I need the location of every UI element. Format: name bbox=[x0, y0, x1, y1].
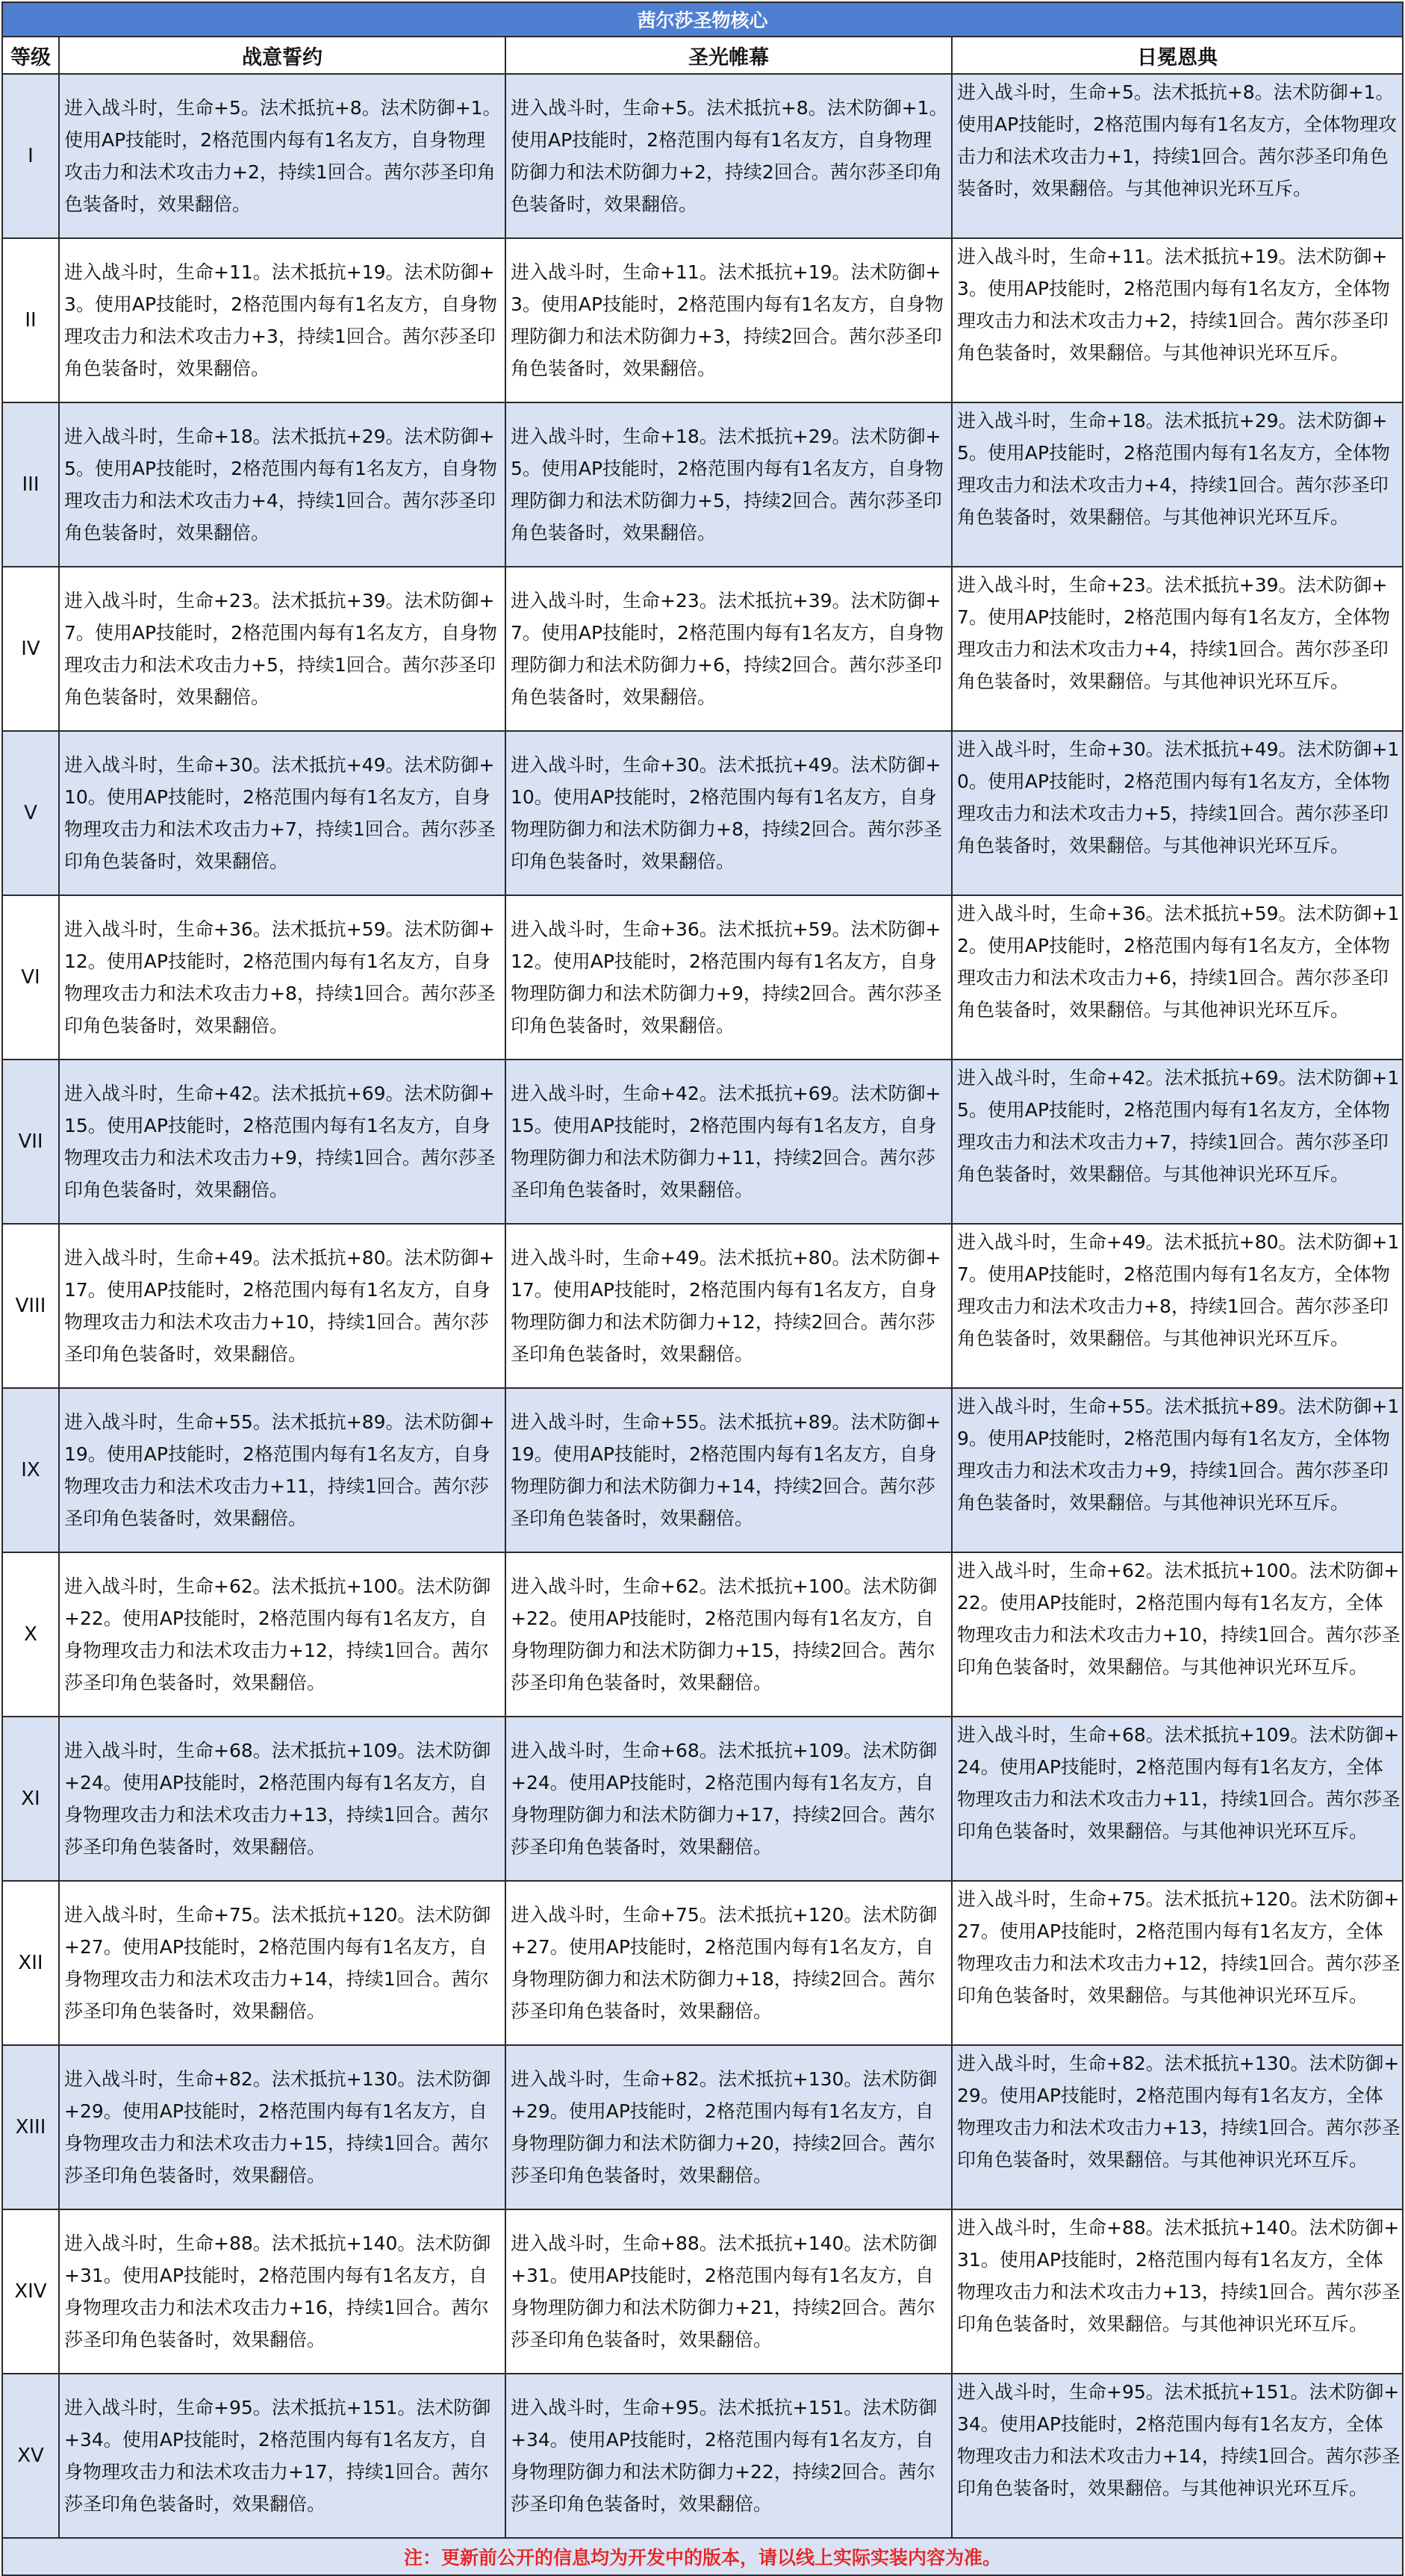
corona-grace-cell: 进入战斗时，生命+42。法术抵抗+69。法术防御+15。使用AP技能时，2格范围内每有1名友方，全体物理攻击力和法术攻击力+7，持续1回合。茜尔莎圣印角色装备时，效果翻倍。与其他神识光环互斥。 bbox=[952, 1060, 1403, 1224]
holy-light-curtain-cell: 进入战斗时，生命+23。法术抵抗+39。法术防御+7。使用AP技能时，2格范围内每有1名友方，自身物理防御力和法术防御力+6，持续2回合。茜尔莎圣印角色装备时，效果翻倍。 bbox=[505, 567, 952, 731]
table-row bbox=[2, 2209, 1403, 2374]
battle-oath-cell: 进入战斗时，生命+62。法术抵抗+100。法术防御+22。使用AP技能时，2格范围内每有1名友方，自身物理攻击力和法术攻击力+12，持续1回合。茜尔莎圣印角色装备时，效果翻倍。 bbox=[59, 1552, 505, 1717]
table-row bbox=[2, 1881, 1403, 2045]
holy-light-curtain-cell: 进入战斗时，生命+18。法术抵抗+29。法术防御+5。使用AP技能时，2格范围内每有1名友方，自身物理防御力和法术防御力+5，持续2回合。茜尔莎圣印角色装备时，效果翻倍。 bbox=[505, 402, 952, 567]
level-cell: I bbox=[2, 74, 59, 238]
table-row bbox=[2, 1552, 1403, 1717]
table-row bbox=[2, 1388, 1403, 1552]
header-holy-light-curtain: 圣光帷幕 bbox=[505, 37, 952, 74]
table-row bbox=[2, 238, 1403, 402]
level-cell: XIV bbox=[2, 2209, 59, 2374]
battle-oath-cell: 进入战斗时，生命+42。法术抵抗+69。法术防御+15。使用AP技能时，2格范围内每有1名友方，自身物理攻击力和法术攻击力+9，持续1回合。茜尔莎圣印角色装备时，效果翻倍。 bbox=[59, 1060, 505, 1224]
holy-light-curtain-cell: 进入战斗时，生命+5。法术抵抗+8。法术防御+1。使用AP技能时，2格范围内每有1名友方，自身物理防御力和法术防御力+2，持续2回合。茜尔莎圣印角色装备时，效果翻倍。 bbox=[505, 74, 952, 238]
relic-core-table-wrapper bbox=[1, 1, 1402, 2576]
holy-light-curtain-cell: 进入战斗时，生命+36。法术抵抗+59。法术防御+12。使用AP技能时，2格范围内每有1名友方，自身物理防御力和法术防御力+9，持续2回合。茜尔莎圣印角色装备时，效果翻倍。 bbox=[505, 895, 952, 1060]
corona-grace-cell: 进入战斗时，生命+49。法术抵抗+80。法术防御+17。使用AP技能时，2格范围内每有1名友方，全体物理攻击力和法术攻击力+8，持续1回合。茜尔莎圣印角色装备时，效果翻倍。与其他神识光环互斥。 bbox=[952, 1224, 1403, 1388]
battle-oath-cell: 进入战斗时，生命+82。法术抵抗+130。法术防御+29。使用AP技能时，2格范围内每有1名友方，自身物理攻击力和法术攻击力+15，持续1回合。茜尔莎圣印角色装备时，效果翻倍。 bbox=[59, 2045, 505, 2209]
holy-light-curtain-cell: 进入战斗时，生命+75。法术抵抗+120。法术防御+27。使用AP技能时，2格范围内每有1名友方，自身物理防御力和法术防御力+18，持续2回合。茜尔莎圣印角色装备时，效果翻倍。 bbox=[505, 1881, 952, 2045]
battle-oath-cell: 进入战斗时，生命+88。法术抵抗+140。法术防御+31。使用AP技能时，2格范围内每有1名友方，自身物理攻击力和法术攻击力+16，持续1回合。茜尔莎圣印角色装备时，效果翻倍。 bbox=[59, 2209, 505, 2374]
battle-oath-cell: 进入战斗时，生命+75。法术抵抗+120。法术防御+27。使用AP技能时，2格范围内每有1名友方，自身物理攻击力和法术攻击力+14，持续1回合。茜尔莎圣印角色装备时，效果翻倍。 bbox=[59, 1881, 505, 2045]
corona-grace-cell: 进入战斗时，生命+11。法术抵抗+19。法术防御+3。使用AP技能时，2格范围内每有1名友方，全体物理攻击力和法术攻击力+2，持续1回合。茜尔莎圣印角色装备时，效果翻倍。与其他神识光环互斥。 bbox=[952, 238, 1403, 402]
table-row bbox=[2, 74, 1403, 238]
corona-grace-cell: 进入战斗时，生命+18。法术抵抗+29。法术防御+5。使用AP技能时，2格范围内每有1名友方，全体物理攻击力和法术攻击力+4，持续1回合。茜尔莎圣印角色装备时，效果翻倍。与其他神识光环互斥。 bbox=[952, 402, 1403, 567]
level-cell: X bbox=[2, 1552, 59, 1717]
holy-light-curtain-cell: 进入战斗时，生命+88。法术抵抗+140。法术防御+31。使用AP技能时，2格范围内每有1名友方，自身物理防御力和法术防御力+21，持续2回合。茜尔莎圣印角色装备时，效果翻倍。 bbox=[505, 2209, 952, 2374]
holy-light-curtain-cell: 进入战斗时，生命+30。法术抵抗+49。法术防御+10。使用AP技能时，2格范围内每有1名友方，自身物理防御力和法术防御力+8，持续2回合。茜尔莎圣印角色装备时，效果翻倍。 bbox=[505, 731, 952, 895]
battle-oath-cell: 进入战斗时，生命+36。法术抵抗+59。法术防御+12。使用AP技能时，2格范围内每有1名友方，自身物理攻击力和法术攻击力+8，持续1回合。茜尔莎圣印角色装备时，效果翻倍。 bbox=[59, 895, 505, 1060]
holy-light-curtain-cell: 进入战斗时，生命+49。法术抵抗+80。法术防御+17。使用AP技能时，2格范围内每有1名友方，自身物理防御力和法术防御力+12，持续2回合。茜尔莎圣印角色装备时，效果翻倍。 bbox=[505, 1224, 952, 1388]
level-cell: XI bbox=[2, 1717, 59, 1881]
holy-light-curtain-cell: 进入战斗时，生命+68。法术抵抗+109。法术防御+24。使用AP技能时，2格范围内每有1名友方，自身物理防御力和法术防御力+17，持续2回合。茜尔莎圣印角色装备时，效果翻倍。 bbox=[505, 1717, 952, 1881]
table-row bbox=[2, 402, 1403, 567]
battle-oath-cell: 进入战斗时，生命+5。法术抵抗+8。法术防御+1。使用AP技能时，2格范围内每有1名友方，自身物理攻击力和法术攻击力+2，持续1回合。茜尔莎圣印角色装备时，效果翻倍。 bbox=[59, 74, 505, 238]
disclaimer-note: 注：更新前公开的信息均为开发中的版本，请以线上实际实装内容为准。 bbox=[2, 2538, 1403, 2575]
battle-oath-cell: 进入战斗时，生命+11。法术抵抗+19。法术防御+3。使用AP技能时，2格范围内每有1名友方，自身物理攻击力和法术攻击力+3，持续1回合。茜尔莎圣印角色装备时，效果翻倍。 bbox=[59, 238, 505, 402]
holy-light-curtain-cell: 进入战斗时，生命+11。法术抵抗+19。法术防御+3。使用AP技能时，2格范围内每有1名友方，自身物理防御力和法术防御力+3，持续2回合。茜尔莎圣印角色装备时，效果翻倍。 bbox=[505, 238, 952, 402]
corona-grace-cell: 进入战斗时，生命+95。法术抵抗+151。法术防御+34。使用AP技能时，2格范围内每有1名友方，全体物理攻击力和法术攻击力+14，持续1回合。茜尔莎圣印角色装备时，效果翻倍。与其他神识光环互斥。 bbox=[952, 2374, 1403, 2538]
level-cell: XII bbox=[2, 1881, 59, 2045]
table-row bbox=[2, 1224, 1403, 1388]
table-row bbox=[2, 731, 1403, 895]
level-cell: VII bbox=[2, 1060, 59, 1224]
table-row bbox=[2, 2045, 1403, 2209]
table-row bbox=[2, 895, 1403, 1060]
table-row bbox=[2, 1717, 1403, 1881]
level-cell: VIII bbox=[2, 1224, 59, 1388]
level-cell: III bbox=[2, 402, 59, 567]
holy-light-curtain-cell: 进入战斗时，生命+95。法术抵抗+151。法术防御+34。使用AP技能时，2格范围内每有1名友方，自身物理防御力和法术防御力+22，持续2回合。茜尔莎圣印角色装备时，效果翻倍。 bbox=[505, 2374, 952, 2538]
corona-grace-cell: 进入战斗时，生命+23。法术抵抗+39。法术防御+7。使用AP技能时，2格范围内每有1名友方，全体物理攻击力和法术攻击力+4，持续1回合。茜尔莎圣印角色装备时，效果翻倍。与其他神识光环互斥。 bbox=[952, 567, 1403, 731]
holy-light-curtain-cell: 进入战斗时，生命+62。法术抵抗+100。法术防御+22。使用AP技能时，2格范围内每有1名友方，自身物理防御力和法术防御力+15，持续2回合。茜尔莎圣印角色装备时，效果翻倍。 bbox=[505, 1552, 952, 1717]
header-battle-oath: 战意誓约 bbox=[59, 37, 505, 74]
table-row bbox=[2, 567, 1403, 731]
table-body bbox=[2, 74, 1403, 2538]
relic-core-table bbox=[1, 1, 1404, 2576]
corona-grace-cell: 进入战斗时，生命+62。法术抵抗+100。法术防御+22。使用AP技能时，2格范围内每有1名友方，全体物理攻击力和法术攻击力+10，持续1回合。茜尔莎圣印角色装备时，效果翻倍。与其他神识光环互斥。 bbox=[952, 1552, 1403, 1717]
corona-grace-cell: 进入战斗时，生命+88。法术抵抗+140。法术防御+31。使用AP技能时，2格范围内每有1名友方，全体物理攻击力和法术攻击力+13，持续1回合。茜尔莎圣印角色装备时，效果翻倍。与其他神识光环互斥。 bbox=[952, 2209, 1403, 2374]
table-row bbox=[2, 2374, 1403, 2538]
level-cell: XV bbox=[2, 2374, 59, 2538]
level-cell: IX bbox=[2, 1388, 59, 1552]
battle-oath-cell: 进入战斗时，生命+30。法术抵抗+49。法术防御+10。使用AP技能时，2格范围内每有1名友方，自身物理攻击力和法术攻击力+7，持续1回合。茜尔莎圣印角色装备时，效果翻倍。 bbox=[59, 731, 505, 895]
holy-light-curtain-cell: 进入战斗时，生命+42。法术抵抗+69。法术防御+15。使用AP技能时，2格范围内每有1名友方，自身物理防御力和法术防御力+11，持续2回合。茜尔莎圣印角色装备时，效果翻倍。 bbox=[505, 1060, 952, 1224]
holy-light-curtain-cell: 进入战斗时，生命+55。法术抵抗+89。法术防御+19。使用AP技能时，2格范围内每有1名友方，自身物理防御力和法术防御力+14，持续2回合。茜尔莎圣印角色装备时，效果翻倍。 bbox=[505, 1388, 952, 1552]
battle-oath-cell: 进入战斗时，生命+68。法术抵抗+109。法术防御+24。使用AP技能时，2格范围内每有1名友方，自身物理攻击力和法术攻击力+13，持续1回合。茜尔莎圣印角色装备时，效果翻倍。 bbox=[59, 1717, 505, 1881]
corona-grace-cell: 进入战斗时，生命+75。法术抵抗+120。法术防御+27。使用AP技能时，2格范围内每有1名友方，全体物理攻击力和法术攻击力+12，持续1回合。茜尔莎圣印角色装备时，效果翻倍。与其他神识光环互斥。 bbox=[952, 1881, 1403, 2045]
corona-grace-cell: 进入战斗时，生命+68。法术抵抗+109。法术防御+24。使用AP技能时，2格范围内每有1名友方，全体物理攻击力和法术攻击力+11，持续1回合。茜尔莎圣印角色装备时，效果翻倍。与其他神识光环互斥。 bbox=[952, 1717, 1403, 1881]
corona-grace-cell: 进入战斗时，生命+30。法术抵抗+49。法术防御+10。使用AP技能时，2格范围内每有1名友方，全体物理攻击力和法术攻击力+5，持续1回合。茜尔莎圣印角色装备时，效果翻倍。与其他神识光环互斥。 bbox=[952, 731, 1403, 895]
level-cell: IV bbox=[2, 567, 59, 731]
level-cell: VI bbox=[2, 895, 59, 1060]
corona-grace-cell: 进入战斗时，生命+36。法术抵抗+59。法术防御+12。使用AP技能时，2格范围内每有1名友方，全体物理攻击力和法术攻击力+6，持续1回合。茜尔莎圣印角色装备时，效果翻倍。与其他神识光环互斥。 bbox=[952, 895, 1403, 1060]
corona-grace-cell: 进入战斗时，生命+5。法术抵抗+8。法术防御+1。使用AP技能时，2格范围内每有1名友方，全体物理攻击力和法术攻击力+1，持续1回合。茜尔莎圣印角色装备时，效果翻倍。与其他神识光环互斥。 bbox=[952, 74, 1403, 238]
level-cell: V bbox=[2, 731, 59, 895]
battle-oath-cell: 进入战斗时，生命+18。法术抵抗+29。法术防御+5。使用AP技能时，2格范围内每有1名友方，自身物理攻击力和法术攻击力+4，持续1回合。茜尔莎圣印角色装备时，效果翻倍。 bbox=[59, 402, 505, 567]
table-row bbox=[2, 1060, 1403, 1224]
battle-oath-cell: 进入战斗时，生命+95。法术抵抗+151。法术防御+34。使用AP技能时，2格范围内每有1名友方，自身物理攻击力和法术攻击力+17，持续1回合。茜尔莎圣印角色装备时，效果翻倍。 bbox=[59, 2374, 505, 2538]
corona-grace-cell: 进入战斗时，生命+82。法术抵抗+130。法术防御+29。使用AP技能时，2格范围内每有1名友方，全体物理攻击力和法术攻击力+13，持续1回合。茜尔莎圣印角色装备时，效果翻倍。与其他神识光环互斥。 bbox=[952, 2045, 1403, 2209]
table-title: 茜尔莎圣物核心 bbox=[2, 2, 1403, 37]
battle-oath-cell: 进入战斗时，生命+55。法术抵抗+89。法术防御+19。使用AP技能时，2格范围内每有1名友方，自身物理攻击力和法术攻击力+11，持续1回合。茜尔莎圣印角色装备时，效果翻倍。 bbox=[59, 1388, 505, 1552]
battle-oath-cell: 进入战斗时，生命+49。法术抵抗+80。法术防御+17。使用AP技能时，2格范围内每有1名友方，自身物理攻击力和法术攻击力+10，持续1回合。茜尔莎圣印角色装备时，效果翻倍。 bbox=[59, 1224, 505, 1388]
holy-light-curtain-cell: 进入战斗时，生命+82。法术抵抗+130。法术防御+29。使用AP技能时，2格范围内每有1名友方，自身物理防御力和法术防御力+20，持续2回合。茜尔莎圣印角色装备时，效果翻倍。 bbox=[505, 2045, 952, 2209]
level-cell: II bbox=[2, 238, 59, 402]
corona-grace-cell: 进入战斗时，生命+55。法术抵抗+89。法术防御+19。使用AP技能时，2格范围内每有1名友方，全体物理攻击力和法术攻击力+9，持续1回合。茜尔莎圣印角色装备时，效果翻倍。与其他神识光环互斥。 bbox=[952, 1388, 1403, 1552]
battle-oath-cell: 进入战斗时，生命+23。法术抵抗+39。法术防御+7。使用AP技能时，2格范围内每有1名友方，自身物理攻击力和法术攻击力+5，持续1回合。茜尔莎圣印角色装备时，效果翻倍。 bbox=[59, 567, 505, 731]
header-level: 等级 bbox=[2, 37, 59, 74]
header-corona-grace: 日冕恩典 bbox=[952, 37, 1403, 74]
level-cell: XIII bbox=[2, 2045, 59, 2209]
